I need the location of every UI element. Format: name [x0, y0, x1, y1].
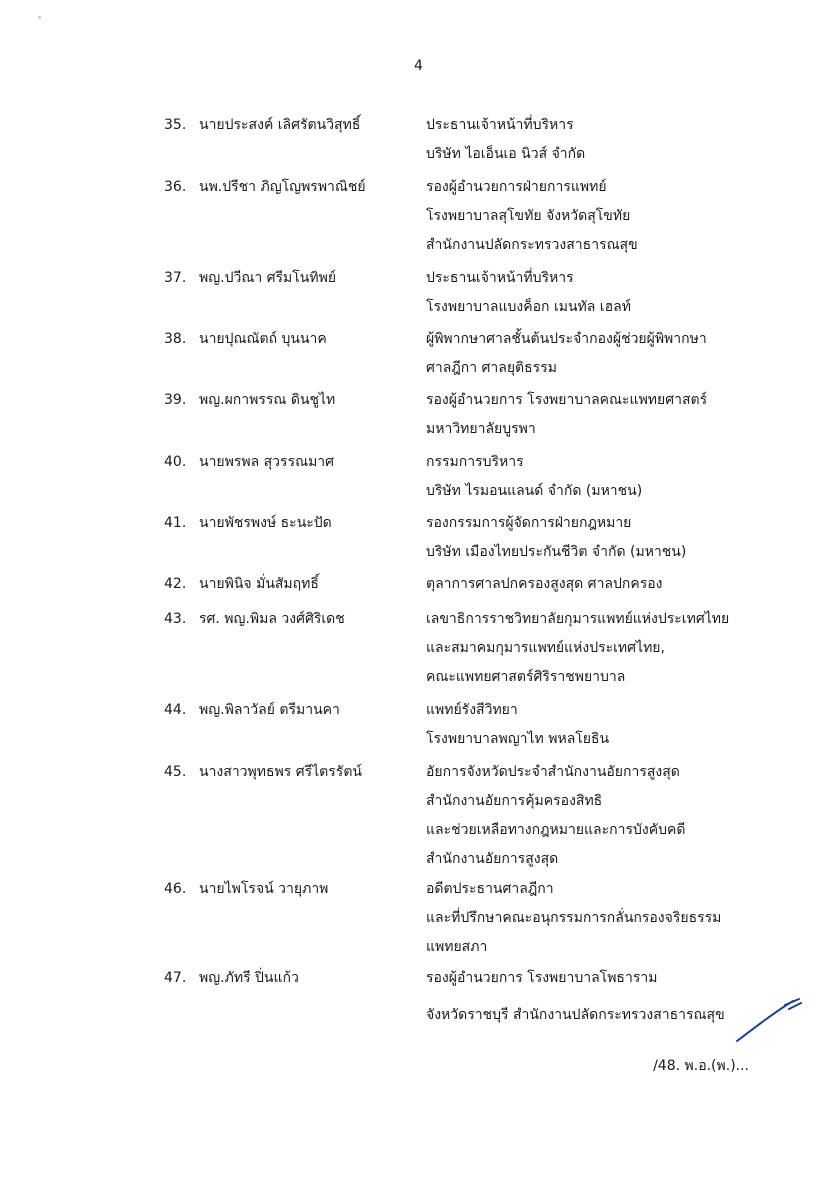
position-line: ตุลาการศาลปกครองสูงสุด ศาลปกครอง: [426, 576, 663, 592]
position-line: เลขาธิการราชวิทยาลัยกุมารแพทย์แห่งประเทศไทย: [426, 611, 730, 627]
item-number: 45.: [164, 764, 187, 780]
position-line: สำนักงานอัยการสูงสุด: [426, 851, 559, 867]
member-position: [426, 325, 826, 383]
item-number: 38.: [164, 331, 187, 347]
position-line: จังหวัดราชบุรี สำนักงานปลัดกระทรวงสาธารณสุข: [426, 1007, 725, 1023]
position-line: แพทยสภา: [426, 939, 488, 955]
continuation-note: /48. พ.อ.(พ.)...: [653, 1058, 749, 1074]
item-number: 47.: [164, 970, 187, 986]
position-line: อดีตประธานศาลฎีกา: [426, 881, 554, 897]
member-name: นายปุณณัตถ์ บุนนาค: [199, 331, 327, 347]
position-line: คณะแพทยศาสตร์ศิริราชพยาบาล: [426, 669, 626, 685]
member-position: [426, 875, 826, 962]
position-line: และสมาคมกุมารแพทย์แห่งประเทศไทย,: [426, 640, 665, 656]
position-line: ประธานเจ้าหน้าที่บริหาร: [426, 270, 574, 286]
member-position: [426, 758, 826, 874]
scan-mark: [38, 16, 41, 19]
item-number: 36.: [164, 179, 187, 195]
item-number: 46.: [164, 881, 187, 897]
position-line: และช่วยเหลือทางกฎหมายและการบังคับคดี: [426, 822, 686, 838]
member-position: [426, 386, 826, 444]
position-line: ศาลฎีกา ศาลยุติธรรม: [426, 360, 557, 376]
position-line: โรงพยาบาลสุโขทัย จังหวัดสุโขทัย: [426, 208, 631, 224]
page-number: 4: [414, 58, 423, 74]
member-name: รศ. พญ.พิมล วงศ์ศิริเดช: [199, 611, 345, 627]
member-name: นางสาวพุทธพร ศรีไตรรัตน์: [199, 764, 362, 780]
position-line: โรงพยาบาลแบงค็อก เมนทัล เฮลท์: [426, 299, 631, 315]
item-number: 37.: [164, 270, 187, 286]
member-position: [426, 448, 826, 506]
member-name: นพ.ปรีชา ภิญโญพรพาณิชย์: [199, 179, 366, 195]
member-position: [426, 173, 826, 260]
member-name: นายประสงค์ เลิศรัตนวิสุทธิ์: [199, 117, 361, 133]
item-number: 44.: [164, 702, 187, 718]
position-line: รองกรรมการผู้จัดการฝ่ายกฎหมาย: [426, 515, 632, 531]
member-position: [426, 570, 826, 599]
item-number: 35.: [164, 117, 187, 133]
item-number: 39.: [164, 392, 187, 408]
position-line: สำนักงานปลัดกระทรวงสาธารณสุข: [426, 237, 638, 253]
position-line: ผู้พิพากษาศาลชั้นต้นประจำกองผู้ช่วยผู้พิพากษา: [426, 331, 707, 347]
item-number: 43.: [164, 611, 187, 627]
member-name: พญ.พิลาวัลย์ ตรีมานคา: [199, 702, 340, 718]
member-name: พญ.ภัทรี ปิ่นแก้ว: [199, 970, 299, 986]
position-line: บริษัท ไอเอ็นเอ นิวส์ จำกัด: [426, 146, 586, 162]
signature-icon: [733, 995, 805, 1047]
member-position: [426, 509, 826, 567]
position-line: ประธานเจ้าหน้าที่บริหาร: [426, 117, 574, 133]
position-line: บริษัท เมืองไทยประกันชีวิต จำกัด (มหาชน): [426, 544, 687, 560]
position-line: บริษัท ไรมอนแลนด์ จำกัด (มหาชน): [426, 483, 643, 499]
position-line: รองผู้อำนวยการ โรงพยาบาลคณะแพทยศาสตร์: [426, 392, 708, 408]
position-line: สำนักงานอัยการคุ้มครองสิทธิ: [426, 793, 603, 809]
member-name: พญ.ปวีณา ศรีมโนทิพย์: [199, 270, 337, 286]
position-line: รองผู้อำนวยการ โรงพยาบาลโพธาราม: [426, 970, 658, 986]
position-line: โรงพยาบาลพญาไท พหลโยธิน: [426, 731, 610, 747]
member-position: [426, 111, 826, 169]
member-position: [426, 605, 826, 692]
position-line: อัยการจังหวัดประจำสำนักงานอัยการสูงสุด: [426, 764, 680, 780]
position-line: แพทย์รังสีวิทยา: [426, 702, 518, 718]
item-number: 40.: [164, 454, 187, 470]
position-line: กรรมการบริหาร: [426, 454, 524, 470]
item-number: 42.: [164, 576, 187, 592]
item-number: 41.: [164, 515, 187, 531]
member-position: [426, 264, 826, 322]
member-position: [426, 696, 826, 754]
member-name: พญ.ผกาพรรณ ดินชูไท: [199, 392, 336, 408]
member-name: นายพัชรพงษ์ ธะนะปัด: [199, 515, 332, 531]
member-name: นายไพโรจน์ วายุภาพ: [199, 881, 329, 897]
position-line: รองผู้อำนวยการฝ่ายการแพทย์: [426, 179, 607, 195]
member-name: นายพรพล สุวรรณมาศ: [199, 454, 335, 470]
position-line: และที่ปรึกษาคณะอนุกรรมการกลั่นกรองจริยธรรม: [426, 910, 722, 926]
position-line: มหาวิทยาลัยบูรพา: [426, 421, 536, 437]
member-name: นายพินิจ มั่นสัมฤทธิ์: [199, 576, 319, 592]
